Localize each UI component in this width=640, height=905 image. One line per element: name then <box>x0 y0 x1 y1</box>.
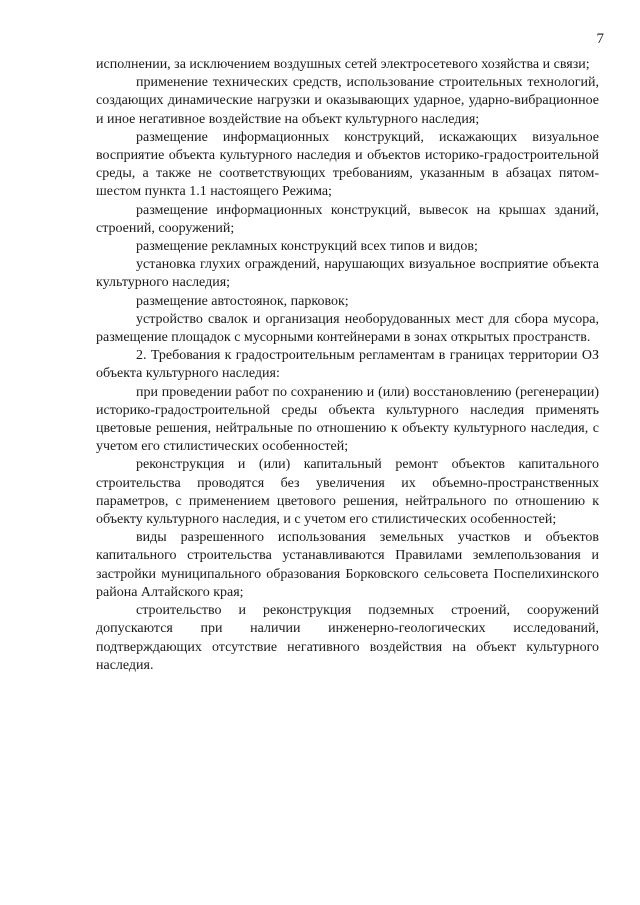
paragraph-parking: размещение автостоянок, парковок; <box>136 293 349 309</box>
paragraph-continuation: исполнении, за исключением воздушных сетей электросетевого хозяйства и связи; <box>96 57 590 72</box>
paragraph-reconstruction: реконструкция и (или) капитальный ремонт объектов капитального строительства проводятся без увеличения их объемно-пространственных параметров, с применением цветового решения, нейтрального по отношению к объекту культурного наследия, и с учетом его стилистических особенностей; <box>96 457 599 528</box>
paragraph-underground: строительство и реконструкция подземных строений, сооружений допускаются при наличии инженерно-геологических исследований, подтверждающих отсутствие негативного воздействия на объект культурного наследия. <box>96 603 599 673</box>
paragraph-color-solutions: при проведении работ по сохранению и (или) восстановлению (регенерации) историко-градостроительной среды объекта культурного наследия применять цветовые решения, нейтральные по отношению к объекту культурного наследия, с учетом его стилистических особенностей; <box>96 384 599 455</box>
paragraph-technical-means: применение технических средств, использование строительных технологий, создающих динамические нагрузки и оказывающих ударное, ударно-вибрационное и иное негативное воздействие на объект культурного наследия; <box>96 75 599 127</box>
body-text <box>96 56 599 675</box>
paragraph-fences: установка глухих ограждений, нарушающих визуальное восприятие объекта культурного наследия; <box>96 257 599 291</box>
paragraph-advertising: размещение рекламных конструкций всех типов и видов; <box>136 239 478 255</box>
paragraph-permitted-use: виды разрешенного использования земельных участков и объектов капитального строительства устанавливаются Правилами землепользования и застройки муниципального образования Борковского сельсовета Поспелихинского района Алтайского края; <box>96 530 599 600</box>
paragraph-section-2-heading: 2. Требования к градостроительным регламентам в границах территории ОЗ объекта культурного наследия: <box>96 348 599 382</box>
paragraph-information-structures: размещение информационных конструкций, искажающих визуальное восприятие объекта культурного наследия и объектов историко-градостроительной среды, а также не соответствующих требованиям, указанным в абзацах пятом-шестом пункта 1.1 настоящего Режима; <box>96 129 599 200</box>
paragraph-roof-signs: размещение информационных конструкций, вывесок на крышах зданий, строений, сооружений; <box>96 202 599 236</box>
paragraph-dumps: устройство свалок и организация необорудованных мест для сбора мусора, размещение площадок с мусорными контейнерами в зонах открытых пространств. <box>96 311 599 346</box>
page-number: 7 <box>596 31 604 47</box>
